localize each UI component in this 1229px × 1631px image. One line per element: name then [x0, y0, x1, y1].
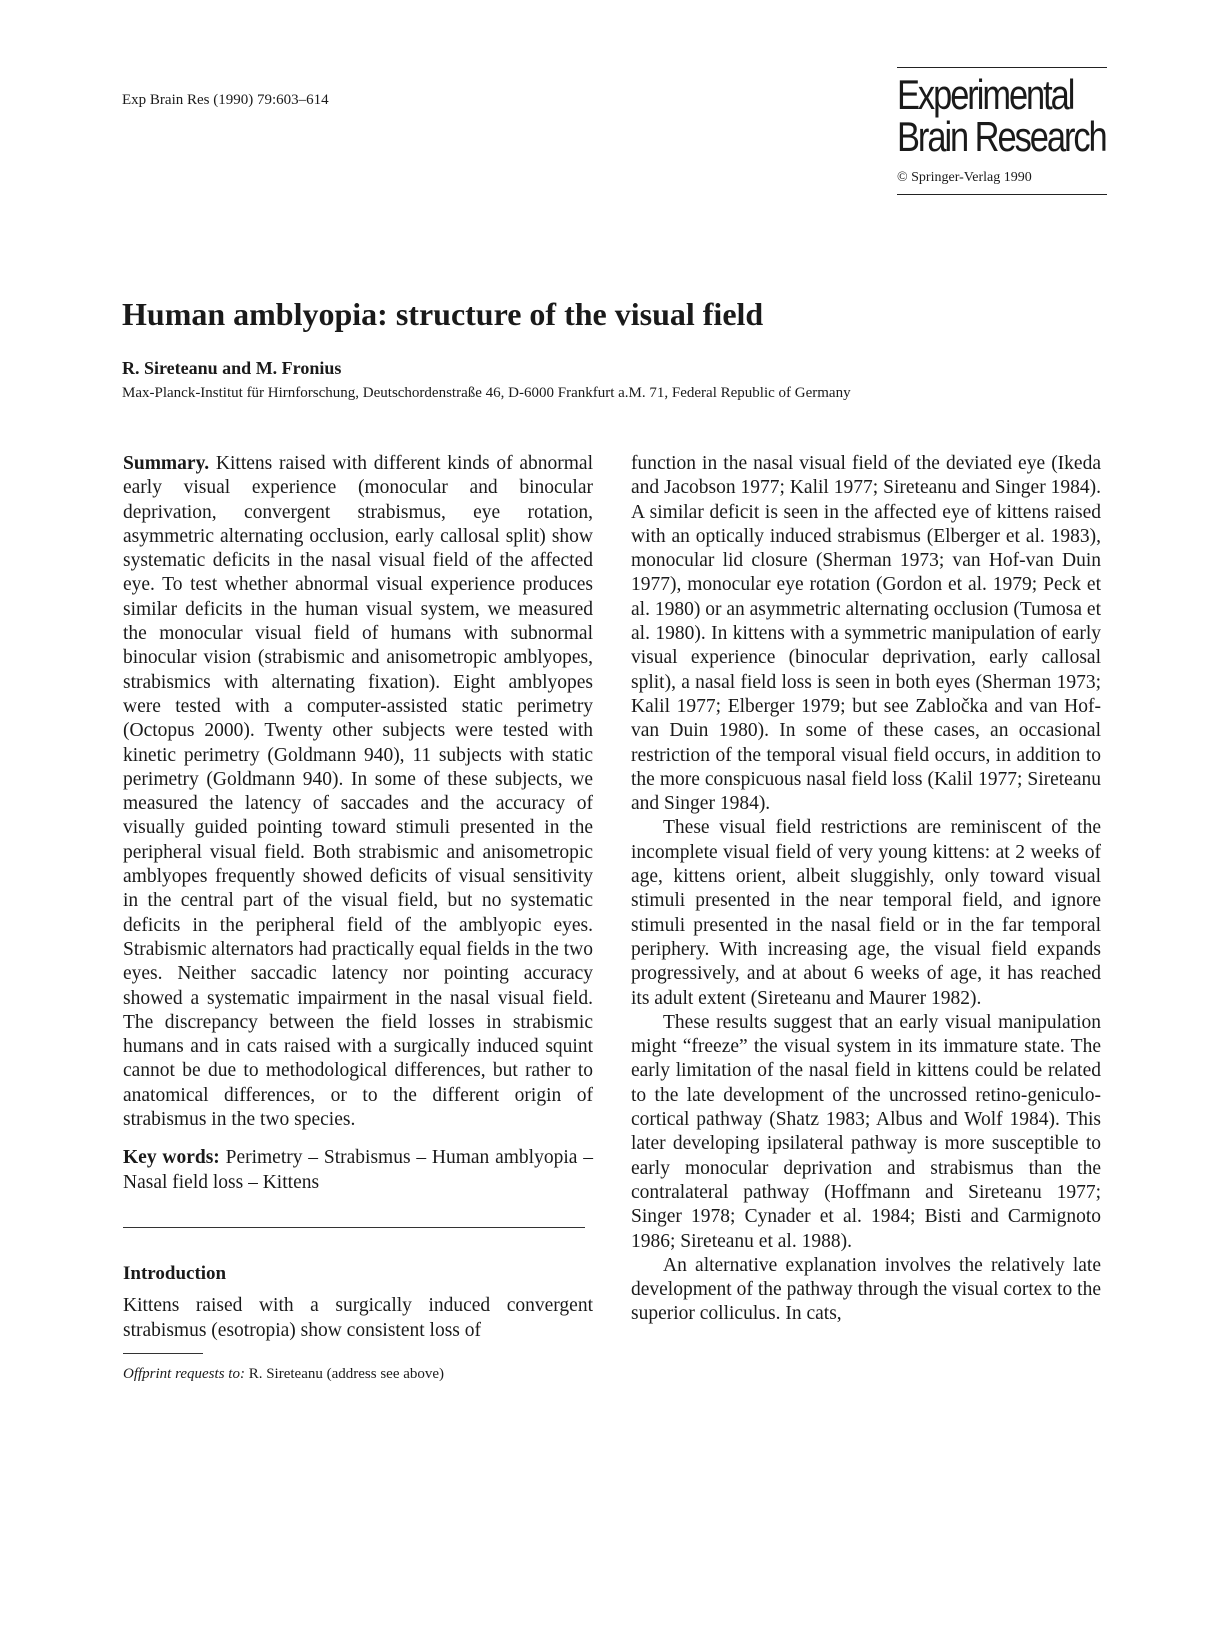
- body-paragraph-3: These results suggest that an early visual manipulation might “freeze” the visual system in its immature state. The early limitation of the nasal field in kittens could be related to the late development of the uncrossed retino-geniculo-cortical pathway (Shatz 1983; Albus and Wolf 1984). This later developing ipsilateral pathway is more susceptible to early monocular deprivation and strabismus than the contralateral pathway (Hoffmann and Sireteanu 1977; Singer 1978; Cynader et al. 1984; Bisti and Carmignoto 1986; Sireteanu et al. 1988).: [631, 1011, 1101, 1252]
- author-affiliation: Max-Planck-Institut für Hirnforschung, Deutschordenstraße 46, D-6000 Frankfurt a.M. 71, Federal Republic of Germany: [122, 385, 851, 401]
- article-authors: R. Sireteanu and M. Fronius: [122, 358, 342, 378]
- journal-citation: Exp Brain Res (1990) 79:603–614: [122, 92, 329, 108]
- copyright-notice: © Springer-Verlag 1990: [897, 170, 1032, 185]
- keywords-label: Key words:: [123, 1147, 220, 1169]
- keywords-paragraph: [123, 1146, 593, 1195]
- body-paragraph-2: These visual field restrictions are reminiscent of the incomplete visual field of very young kittens: at 2 weeks of age, kittens orient, albeit sluggishly, only toward visual stimuli presented in the near temporal field, and ignore stimuli presented in the nasal field or in the far temporal periphery. With increasing age, the visual field expands progressively, and at about 6 weeks of age, it has reached its adult extent (Sireteanu and Maurer 1982).: [631, 817, 1101, 1009]
- journal-name: [897, 71, 1106, 160]
- section-divider: [123, 1227, 585, 1228]
- footnote-label: Offprint requests to:: [123, 1365, 245, 1382]
- introduction-text: Kittens raised with a surgically induced convergent strabismus (esotropia) show consistent loss of: [123, 1295, 593, 1341]
- body-paragraph-1: function in the nasal visual field of the deviated eye (Ikeda and Jacobson 1977; Kalil 1977; Sireteanu and Singer 1984). A similar deficit is seen in the affected eye of kittens raised with an optically induced strabismus (Elberger et al. 1983), monocular lid closure (Sherman 1973; van Hof-van Duin 1977), monocular eye rotation (Gordon et al. 1979; Peck et al. 1980) or an asymmetric alternating occlusion (Tumosa et al. 1980). In kittens with a symmetric manipulation of early visual experience (binocular deprivation, early callosal split), a nasal field loss is seen in both eyes (Sherman 1973; Kalil 1977; Elberger 1979; but see Zabločka and van Hof-van Duin 1980). In some of these cases, an occasional restriction of the temporal visual field occurs, in addition to the more conspicuous nasal field loss (Kalil 1977; Sireteanu and Singer 1984).: [631, 453, 1101, 815]
- journal-name-line2: Brain Research: [897, 113, 1106, 160]
- masthead-bottom-rule: [897, 194, 1107, 195]
- summary-text: Kittens raised with different kinds of abnormal early visual experience (monocular and binocular deprivation, convergent strabismus, eye rotation, asymmetric alternating occlusion, early callosal split) show systematic deficits in the nasal visual field of the affected eye. To test whether abnormal visual experience produces similar deficits in the human visual system, we measured the monocular visual field of humans with subnormal binocular vision (strabismic and anisometropic amblyopes, strabismics with alternating fixation). Eight amblyopes were tested with a computer-assisted static perimetry (Octopus 2000). Twenty other subjects were tested with kinetic perimetry (Goldmann 940), 11 subjects with static perimetry (Goldmann 940). In some of these subjects, we measured the latency of saccades and the accuracy of visually guided pointing toward stimuli presented in the peripheral visual field. Both strabismic and anisometropic amblyopes frequently showed deficits of visual sensitivity in the central part of the visual field, but no systematic deficits in the peripheral field of the amblyopic eyes. Strabismic alternators had practically equal fields in the two eyes. Neither saccadic latency nor pointing accuracy showed a systematic impairment in the nasal visual field. The discrepancy between the field losses in strabismic humans and in cats raised with a surgically induced squint cannot be due to methodological differences, but rather to anatomical differences, or to the different origin of strabismus in the two species.: [123, 453, 593, 1131]
- summary-paragraph: [123, 452, 593, 1132]
- introduction-heading: Introduction: [123, 1262, 227, 1284]
- footnote: [123, 1362, 593, 1386]
- masthead-top-rule: [897, 67, 1107, 68]
- body-paragraph-4: An alternative explanation involves the relatively late development of the pathway through the visual cortex to the superior colliculus. In cats,: [631, 1254, 1101, 1325]
- footnote-divider: [123, 1353, 203, 1354]
- keywords-text: Perimetry – Strabismus – Human amblyopia – Nasal field loss – Kittens: [123, 1147, 593, 1193]
- left-column: [123, 452, 593, 1386]
- journal-masthead: [897, 67, 1107, 195]
- journal-name-line1: Experimental: [897, 71, 1074, 118]
- footnote-text: R. Sireteanu (address see above): [244, 1365, 445, 1382]
- right-column: [631, 452, 1101, 1327]
- article-title: Human amblyopia: structure of the visual field: [122, 296, 764, 332]
- summary-label: Summary.: [123, 453, 210, 474]
